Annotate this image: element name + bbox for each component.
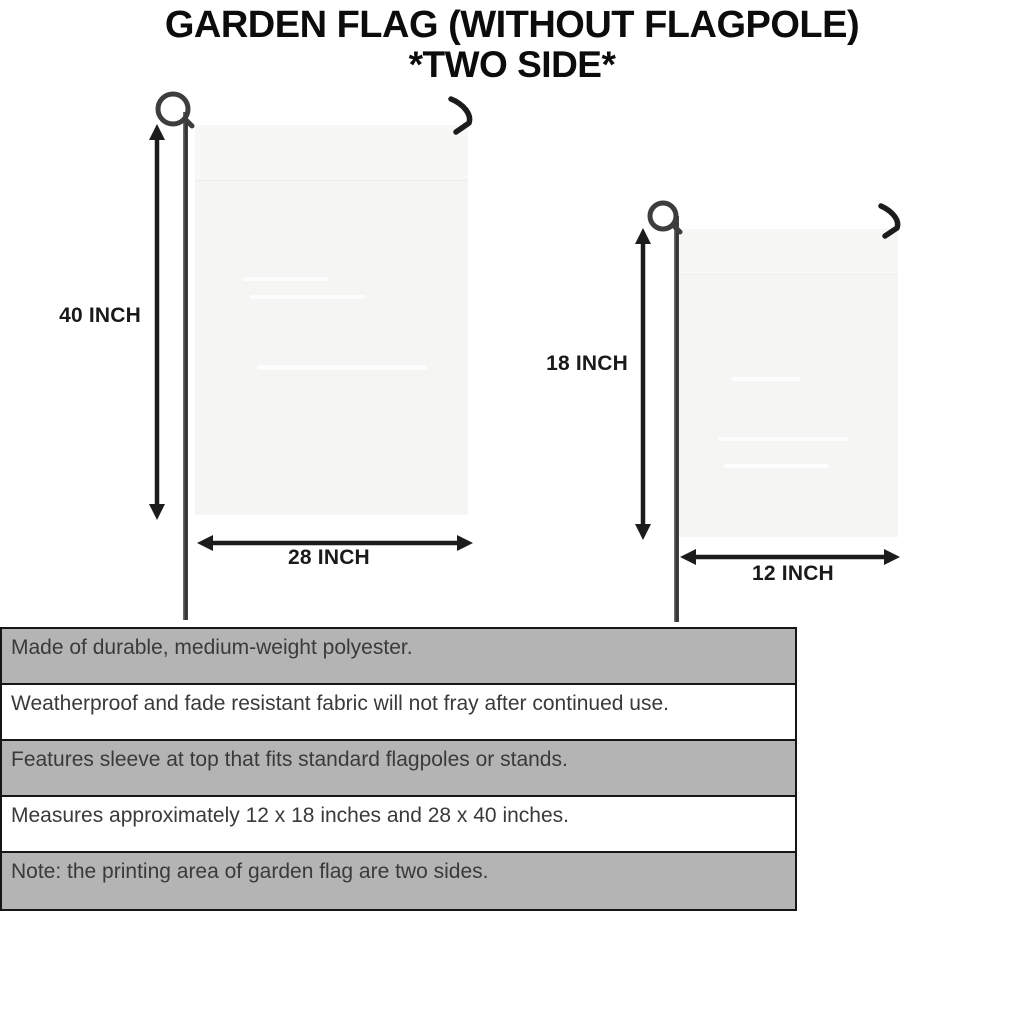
large-flag-height-arrow [146,124,168,520]
small-flag-sleeve [676,229,898,275]
small-flag-height-label: 18 INCH [546,352,628,375]
spec-table [0,627,797,911]
spec-row-text: Weatherproof and fade resistant fabric will not fray after continued use. [11,692,669,715]
spec-row-note [2,853,795,909]
small-flag-hook-icon [877,203,909,241]
spec-row-material [2,629,795,685]
spec-row-text: Made of durable, medium-weight polyester. [11,636,413,659]
large-flag-height-label: 40 INCH [59,304,141,327]
small-flag-width-label: 12 INCH [752,562,834,585]
fabric-crease [718,437,848,441]
large-flag-sleeve [195,125,468,181]
spec-row-weatherproof [2,685,795,741]
fabric-crease [250,295,365,299]
small-flag-fabric [676,229,898,537]
fabric-crease [724,464,829,468]
spec-row-text: Measures approximately 12 x 18 inches and 28 x 40 inches. [11,804,569,827]
spec-row-text: Note: the printing area of garden flag are two sides. [11,860,489,883]
small-flagpole [674,216,679,622]
large-flag-fabric [195,125,468,515]
spec-row-text: Features sleeve at top that fits standard flagpoles or stands. [11,748,568,771]
spec-row-measures [2,797,795,853]
large-flag-width-label: 28 INCH [288,546,370,569]
fabric-crease [257,365,427,370]
small-flag-height-arrow [632,228,654,540]
page-title: GARDEN FLAG (WITHOUT FLAGPOLE) [164,4,860,46]
spec-row-sleeve [2,741,795,797]
fabric-crease [243,277,328,281]
large-flagpole [183,112,188,620]
large-flag-hook-icon [447,95,481,137]
title-block [0,6,1024,85]
page-subtitle: *TWO SIDE* [408,43,616,85]
fabric-crease [731,377,801,381]
